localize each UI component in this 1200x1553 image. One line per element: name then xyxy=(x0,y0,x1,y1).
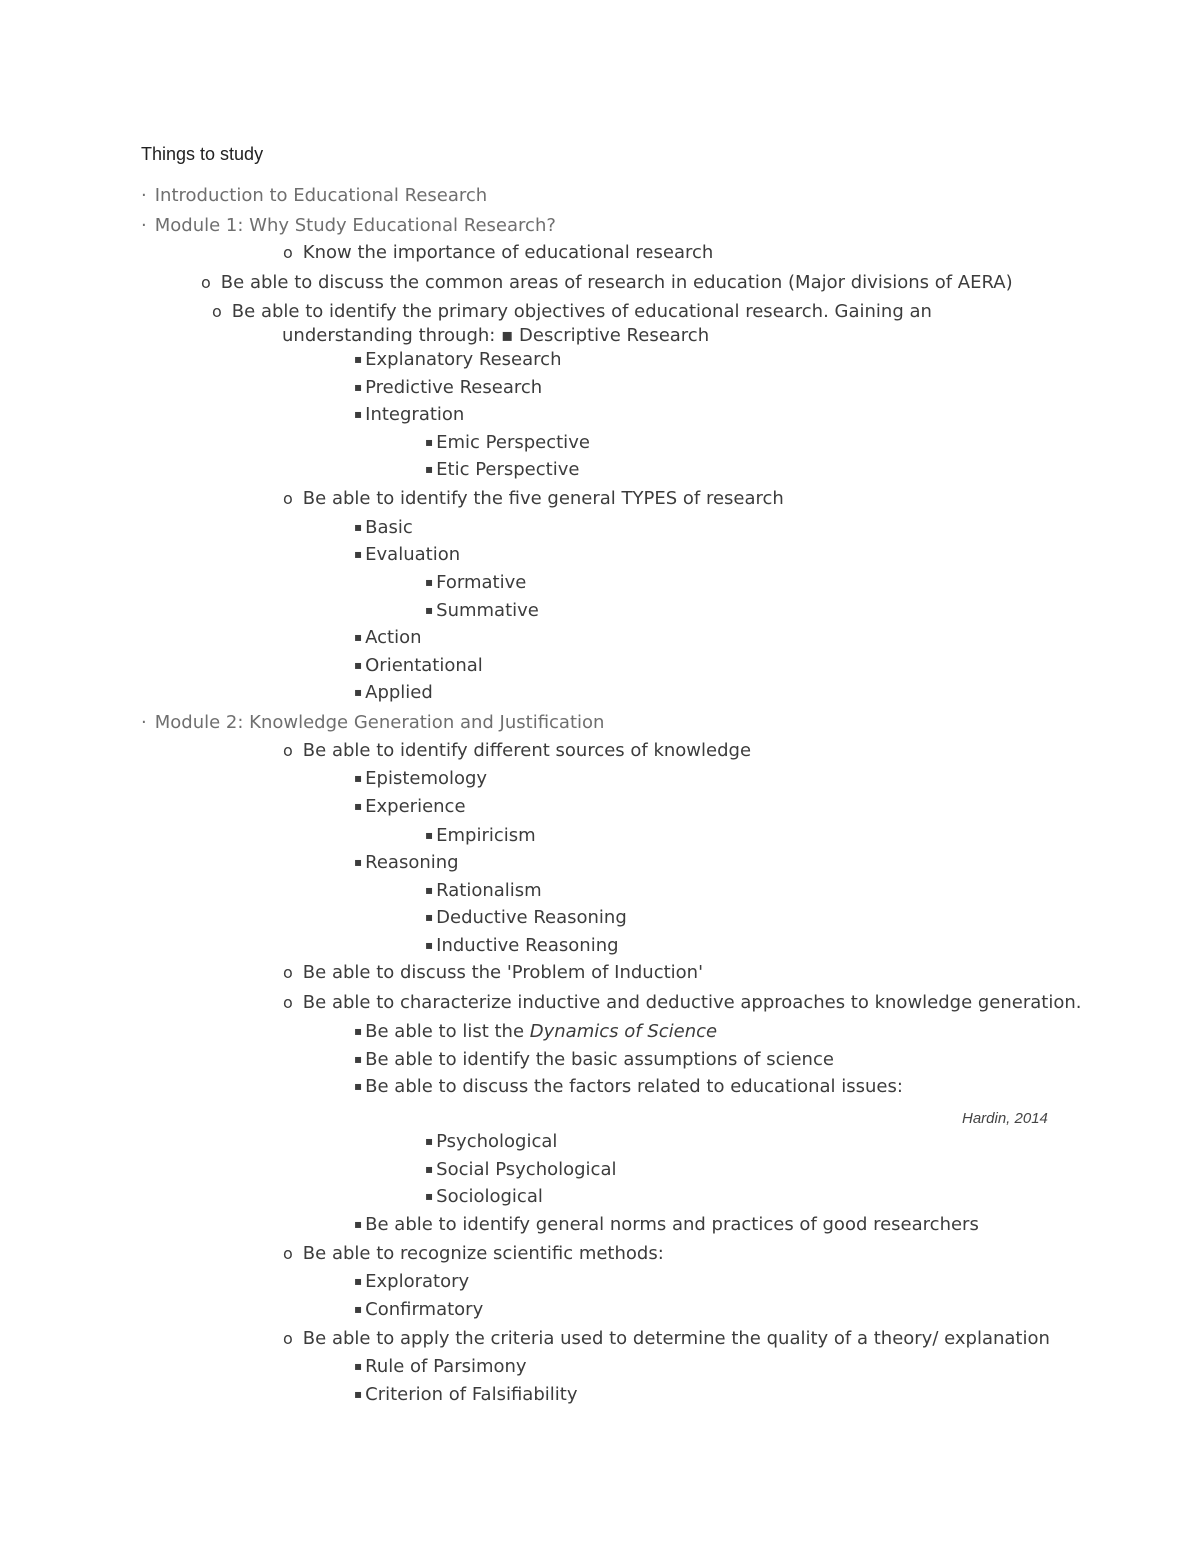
square-bullet-icon: ▪ xyxy=(354,380,363,394)
list-item-text: Experience xyxy=(365,796,466,817)
square-bullet-icon: ▪ xyxy=(354,1024,363,1038)
list-item-text: Predictive Research xyxy=(365,377,543,398)
list-item-text: understanding through: ▪ Descriptive Research xyxy=(282,325,710,346)
list-item xyxy=(212,301,932,323)
list-item xyxy=(354,1214,979,1237)
list-item-text: Rule of Parsimony xyxy=(365,1356,527,1377)
list-item-text: Be able to characterize inductive and deductive approaches to knowledge generation. xyxy=(302,992,1082,1013)
page-title: Things to study xyxy=(141,144,264,164)
square-bullet-icon: ▪ xyxy=(354,799,363,813)
list-item xyxy=(354,1356,527,1379)
list-item-text: Be able to identify the basic assumptions of science xyxy=(365,1049,834,1070)
list-item xyxy=(354,796,466,819)
list-item xyxy=(354,1299,483,1322)
list-item-text: Be able to recognize scientific methods: xyxy=(302,1243,664,1264)
list-item xyxy=(425,572,526,595)
square-bullet-icon: ▪ xyxy=(354,685,363,699)
list-item xyxy=(201,272,1013,294)
list-item xyxy=(354,1076,903,1099)
list-item xyxy=(354,1271,469,1294)
circle-bullet-icon: o xyxy=(283,1244,293,1263)
square-bullet-icon: ▪ xyxy=(425,1162,434,1176)
dot-bullet-icon: · xyxy=(141,712,147,733)
square-bullet-icon: ▪ xyxy=(354,1387,363,1401)
list-item xyxy=(425,825,536,848)
square-bullet-icon: ▪ xyxy=(354,1217,363,1231)
list-item-text: Module 1: Why Study Educational Research? xyxy=(154,215,556,236)
list-item-text: Psychological xyxy=(436,1131,558,1152)
square-bullet-icon: ▪ xyxy=(354,771,363,785)
list-item-text: Be able to discuss the common areas of research in education (Major divisions of AERA) xyxy=(220,272,1013,293)
square-bullet-icon: ▪ xyxy=(425,883,434,897)
circle-bullet-icon: o xyxy=(283,993,293,1012)
list-item-text: Be able to identify different sources of knowledge xyxy=(302,740,752,761)
list-item xyxy=(283,962,703,984)
list-item xyxy=(425,880,542,903)
list-item xyxy=(425,907,627,930)
list-item-text: Be able to apply the criteria used to determine the quality of a theory/ explanation xyxy=(302,1328,1050,1349)
section-heading xyxy=(141,185,487,207)
list-item xyxy=(282,325,709,347)
list-item-text: Formative xyxy=(436,572,527,593)
list-item xyxy=(425,459,579,482)
list-item-text: Summative xyxy=(436,600,539,621)
list-item xyxy=(283,992,1082,1014)
dot-bullet-icon: · xyxy=(141,185,147,206)
circle-bullet-icon: o xyxy=(283,1329,293,1348)
list-item xyxy=(425,1131,557,1154)
square-bullet-icon: ▪ xyxy=(425,1134,434,1148)
list-item-text: Be able to discuss the factors related to educational issues: xyxy=(365,1076,903,1097)
list-item-text: Deductive Reasoning xyxy=(436,907,627,928)
list-item-text: Be able to identify the five general TYPES of research xyxy=(302,488,784,509)
list-item xyxy=(283,488,784,510)
square-bullet-icon: ▪ xyxy=(354,658,363,672)
list-item-text: Social Psychological xyxy=(436,1159,617,1180)
list-item-text: Introduction to Educational Research xyxy=(154,185,488,206)
list-item xyxy=(425,1186,543,1209)
list-item-text: Be able to identify the primary objectives of educational research. Gaining an xyxy=(231,301,932,322)
list-item-text: Confirmatory xyxy=(365,1299,484,1320)
dot-bullet-icon: · xyxy=(141,215,147,236)
square-bullet-icon: ▪ xyxy=(425,938,434,952)
list-item-text: Applied xyxy=(365,682,433,703)
list-item xyxy=(354,852,459,875)
list-item-text: Empiricism xyxy=(436,825,536,846)
square-bullet-icon: ▪ xyxy=(425,828,434,842)
list-item xyxy=(425,600,539,623)
square-bullet-icon: ▪ xyxy=(354,407,363,421)
list-item-text: Exploratory xyxy=(365,1271,470,1292)
circle-bullet-icon: o xyxy=(283,963,293,982)
list-item xyxy=(354,1384,577,1407)
square-bullet-icon: ▪ xyxy=(425,575,434,589)
square-bullet-icon: ▪ xyxy=(354,520,363,534)
list-item-text: Explanatory Research xyxy=(365,349,562,370)
list-item xyxy=(354,682,433,705)
list-item xyxy=(283,740,751,762)
section-heading xyxy=(141,712,604,734)
list-item-text: Action xyxy=(365,627,422,648)
square-bullet-icon: ▪ xyxy=(354,547,363,561)
list-item-text: Epistemology xyxy=(365,768,488,789)
list-item-text: Etic Perspective xyxy=(436,459,580,480)
list-item-text: Reasoning xyxy=(365,852,459,873)
square-bullet-icon: ▪ xyxy=(354,1302,363,1316)
list-item xyxy=(354,404,464,427)
list-item-emphasis: Dynamics of Science xyxy=(529,1021,718,1042)
list-item xyxy=(425,432,590,455)
citation: Hardin, 2014 xyxy=(962,1110,1048,1127)
square-bullet-icon: ▪ xyxy=(425,1189,434,1203)
list-item-text: Be able to list the xyxy=(365,1021,530,1042)
circle-bullet-icon: o xyxy=(201,273,211,292)
square-bullet-icon: ▪ xyxy=(425,435,434,449)
list-item-text: Be able to identify general norms and practices of good researchers xyxy=(365,1214,979,1235)
circle-bullet-icon: o xyxy=(283,741,293,760)
list-item-text: Orientational xyxy=(365,655,483,676)
square-bullet-icon: ▪ xyxy=(354,855,363,869)
list-item-text: Module 2: Knowledge Generation and Justification xyxy=(154,712,605,733)
list-item xyxy=(354,768,487,791)
list-item-text: Integration xyxy=(365,404,465,425)
list-item-text: Inductive Reasoning xyxy=(436,935,619,956)
list-item xyxy=(354,1049,834,1072)
list-item-text: Emic Perspective xyxy=(436,432,590,453)
list-item-text: Sociological xyxy=(436,1186,543,1207)
list-item xyxy=(283,242,713,264)
square-bullet-icon: ▪ xyxy=(354,1359,363,1373)
list-item-text: Know the importance of educational research xyxy=(302,242,714,263)
list-item-text: Rationalism xyxy=(436,880,542,901)
square-bullet-icon: ▪ xyxy=(425,910,434,924)
square-bullet-icon: ▪ xyxy=(354,352,363,366)
list-item xyxy=(354,1021,717,1044)
list-item xyxy=(283,1328,1050,1350)
section-heading xyxy=(141,215,556,237)
list-item xyxy=(425,935,619,958)
list-item xyxy=(354,544,460,567)
list-item-text: Basic xyxy=(365,517,413,538)
circle-bullet-icon: o xyxy=(283,243,293,262)
square-bullet-icon: ▪ xyxy=(354,1274,363,1288)
circle-bullet-icon: o xyxy=(283,489,293,508)
list-item-text: Criterion of Falsifiability xyxy=(365,1384,578,1405)
list-item xyxy=(354,377,542,400)
list-item xyxy=(354,517,413,540)
square-bullet-icon: ▪ xyxy=(354,630,363,644)
list-item xyxy=(354,349,561,372)
square-bullet-icon: ▪ xyxy=(354,1079,363,1093)
square-bullet-icon: ▪ xyxy=(425,462,434,476)
square-bullet-icon: ▪ xyxy=(425,603,434,617)
list-item xyxy=(283,1243,664,1265)
list-item xyxy=(354,627,422,650)
list-item-text: Be able to discuss the 'Problem of Induction' xyxy=(302,962,704,983)
list-item-text: Evaluation xyxy=(365,544,461,565)
circle-bullet-icon: o xyxy=(212,302,222,321)
list-item xyxy=(354,655,483,678)
square-bullet-icon: ▪ xyxy=(354,1052,363,1066)
list-item xyxy=(425,1159,616,1182)
